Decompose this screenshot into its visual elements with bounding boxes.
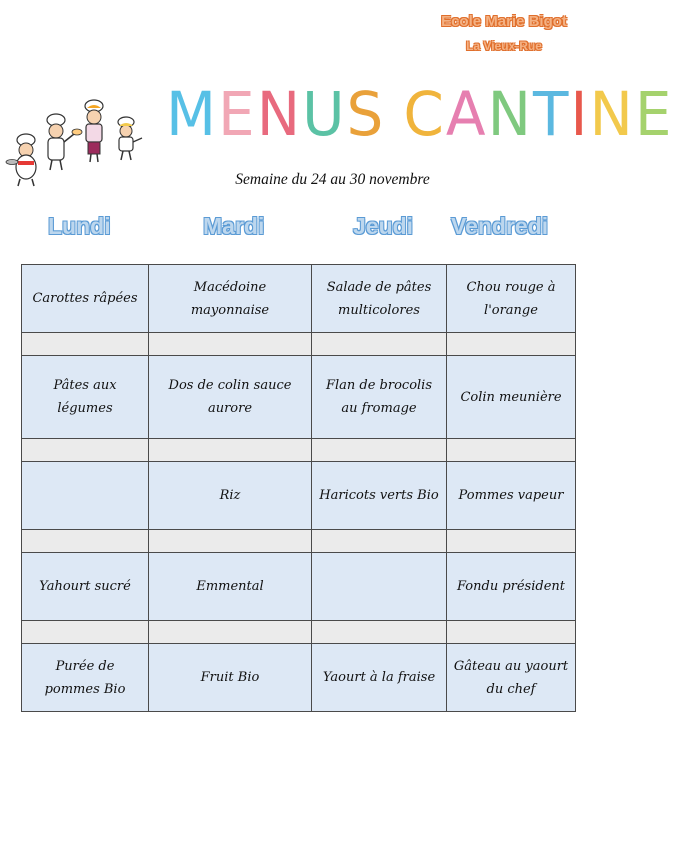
menu-cell: Chou rouge à l'orange [447, 265, 576, 333]
menu-cell: Pâtes aux légumes [22, 356, 149, 439]
menu-cell: Colin meunière [447, 356, 576, 439]
menu-cell: Haricots verts Bio [312, 462, 447, 530]
separator-cell [149, 333, 312, 356]
separator-cell [447, 333, 576, 356]
separator-row [22, 439, 576, 462]
menu-cell: Macédoine mayonnaise [149, 265, 312, 333]
menu-cell: Salade de pâtes multicolores [312, 265, 447, 333]
menu-cell: Carottes râpées [22, 265, 149, 333]
title-letter: N [589, 78, 635, 150]
menu-cell: Dos de colin sauce aurore [149, 356, 312, 439]
separator-row [22, 621, 576, 644]
menu-cell: Purée de pommes Bio [22, 644, 149, 712]
separator-cell [312, 621, 447, 644]
title-letter: E [218, 78, 257, 150]
page-title [166, 72, 674, 156]
separator-cell [149, 621, 312, 644]
title-letter: T [532, 78, 571, 150]
separator-cell [149, 530, 312, 553]
title-letter: N [487, 78, 533, 150]
menu-cell: Pommes vapeur [447, 462, 576, 530]
menu-cell: Riz [149, 462, 312, 530]
separator-row [22, 333, 576, 356]
week-subtitle: Semaine du 24 au 30 novembre [235, 171, 430, 188]
separator-cell [22, 530, 149, 553]
menu-row [22, 553, 576, 621]
separator-cell [447, 621, 576, 644]
title-letter: E [634, 78, 674, 150]
day-header-lundi: Lundi [48, 213, 111, 239]
menu-cell: Fruit Bio [149, 644, 312, 712]
menu-row [22, 356, 576, 439]
menu-cell: Fondu président [447, 553, 576, 621]
title-letter: U [302, 78, 347, 150]
separator-cell [312, 333, 447, 356]
menu-cell: Yaourt à la fraise [312, 644, 447, 712]
title-letter: A [445, 78, 488, 150]
separator-cell [447, 530, 576, 553]
menu-cell: Gâteau au yaourt du chef [447, 644, 576, 712]
separator-cell [447, 439, 576, 462]
title-letter: C [403, 78, 446, 150]
menu-table [21, 264, 576, 712]
menu-row [22, 265, 576, 333]
school-name: Ecole Marie Bigot [441, 13, 567, 30]
title-letter: S [346, 78, 386, 150]
separator-cell [22, 439, 149, 462]
menu-cell [312, 553, 447, 621]
menu-row [22, 644, 576, 712]
day-header-jeudi: Jeudi [353, 213, 414, 239]
menu-row [22, 462, 576, 530]
separator-cell [22, 333, 149, 356]
separator-cell [312, 439, 447, 462]
title-letter: N [256, 78, 303, 150]
separator-cell [22, 621, 149, 644]
day-header-mardi: Mardi [203, 213, 265, 239]
day-header-vendredi: Vendredi [451, 213, 549, 239]
menu-cell: Emmental [149, 553, 312, 621]
separator-row [22, 530, 576, 553]
menu-cell: Yahourt sucré [22, 553, 149, 621]
school-location: La Vieux-Rue [466, 39, 542, 53]
title-letter: I [570, 78, 590, 150]
title-letter: M [166, 78, 219, 150]
menu-cell: Flan de brocolis au fromage [312, 356, 447, 439]
separator-cell [149, 439, 312, 462]
menu-cell [22, 462, 149, 530]
separator-cell [312, 530, 447, 553]
